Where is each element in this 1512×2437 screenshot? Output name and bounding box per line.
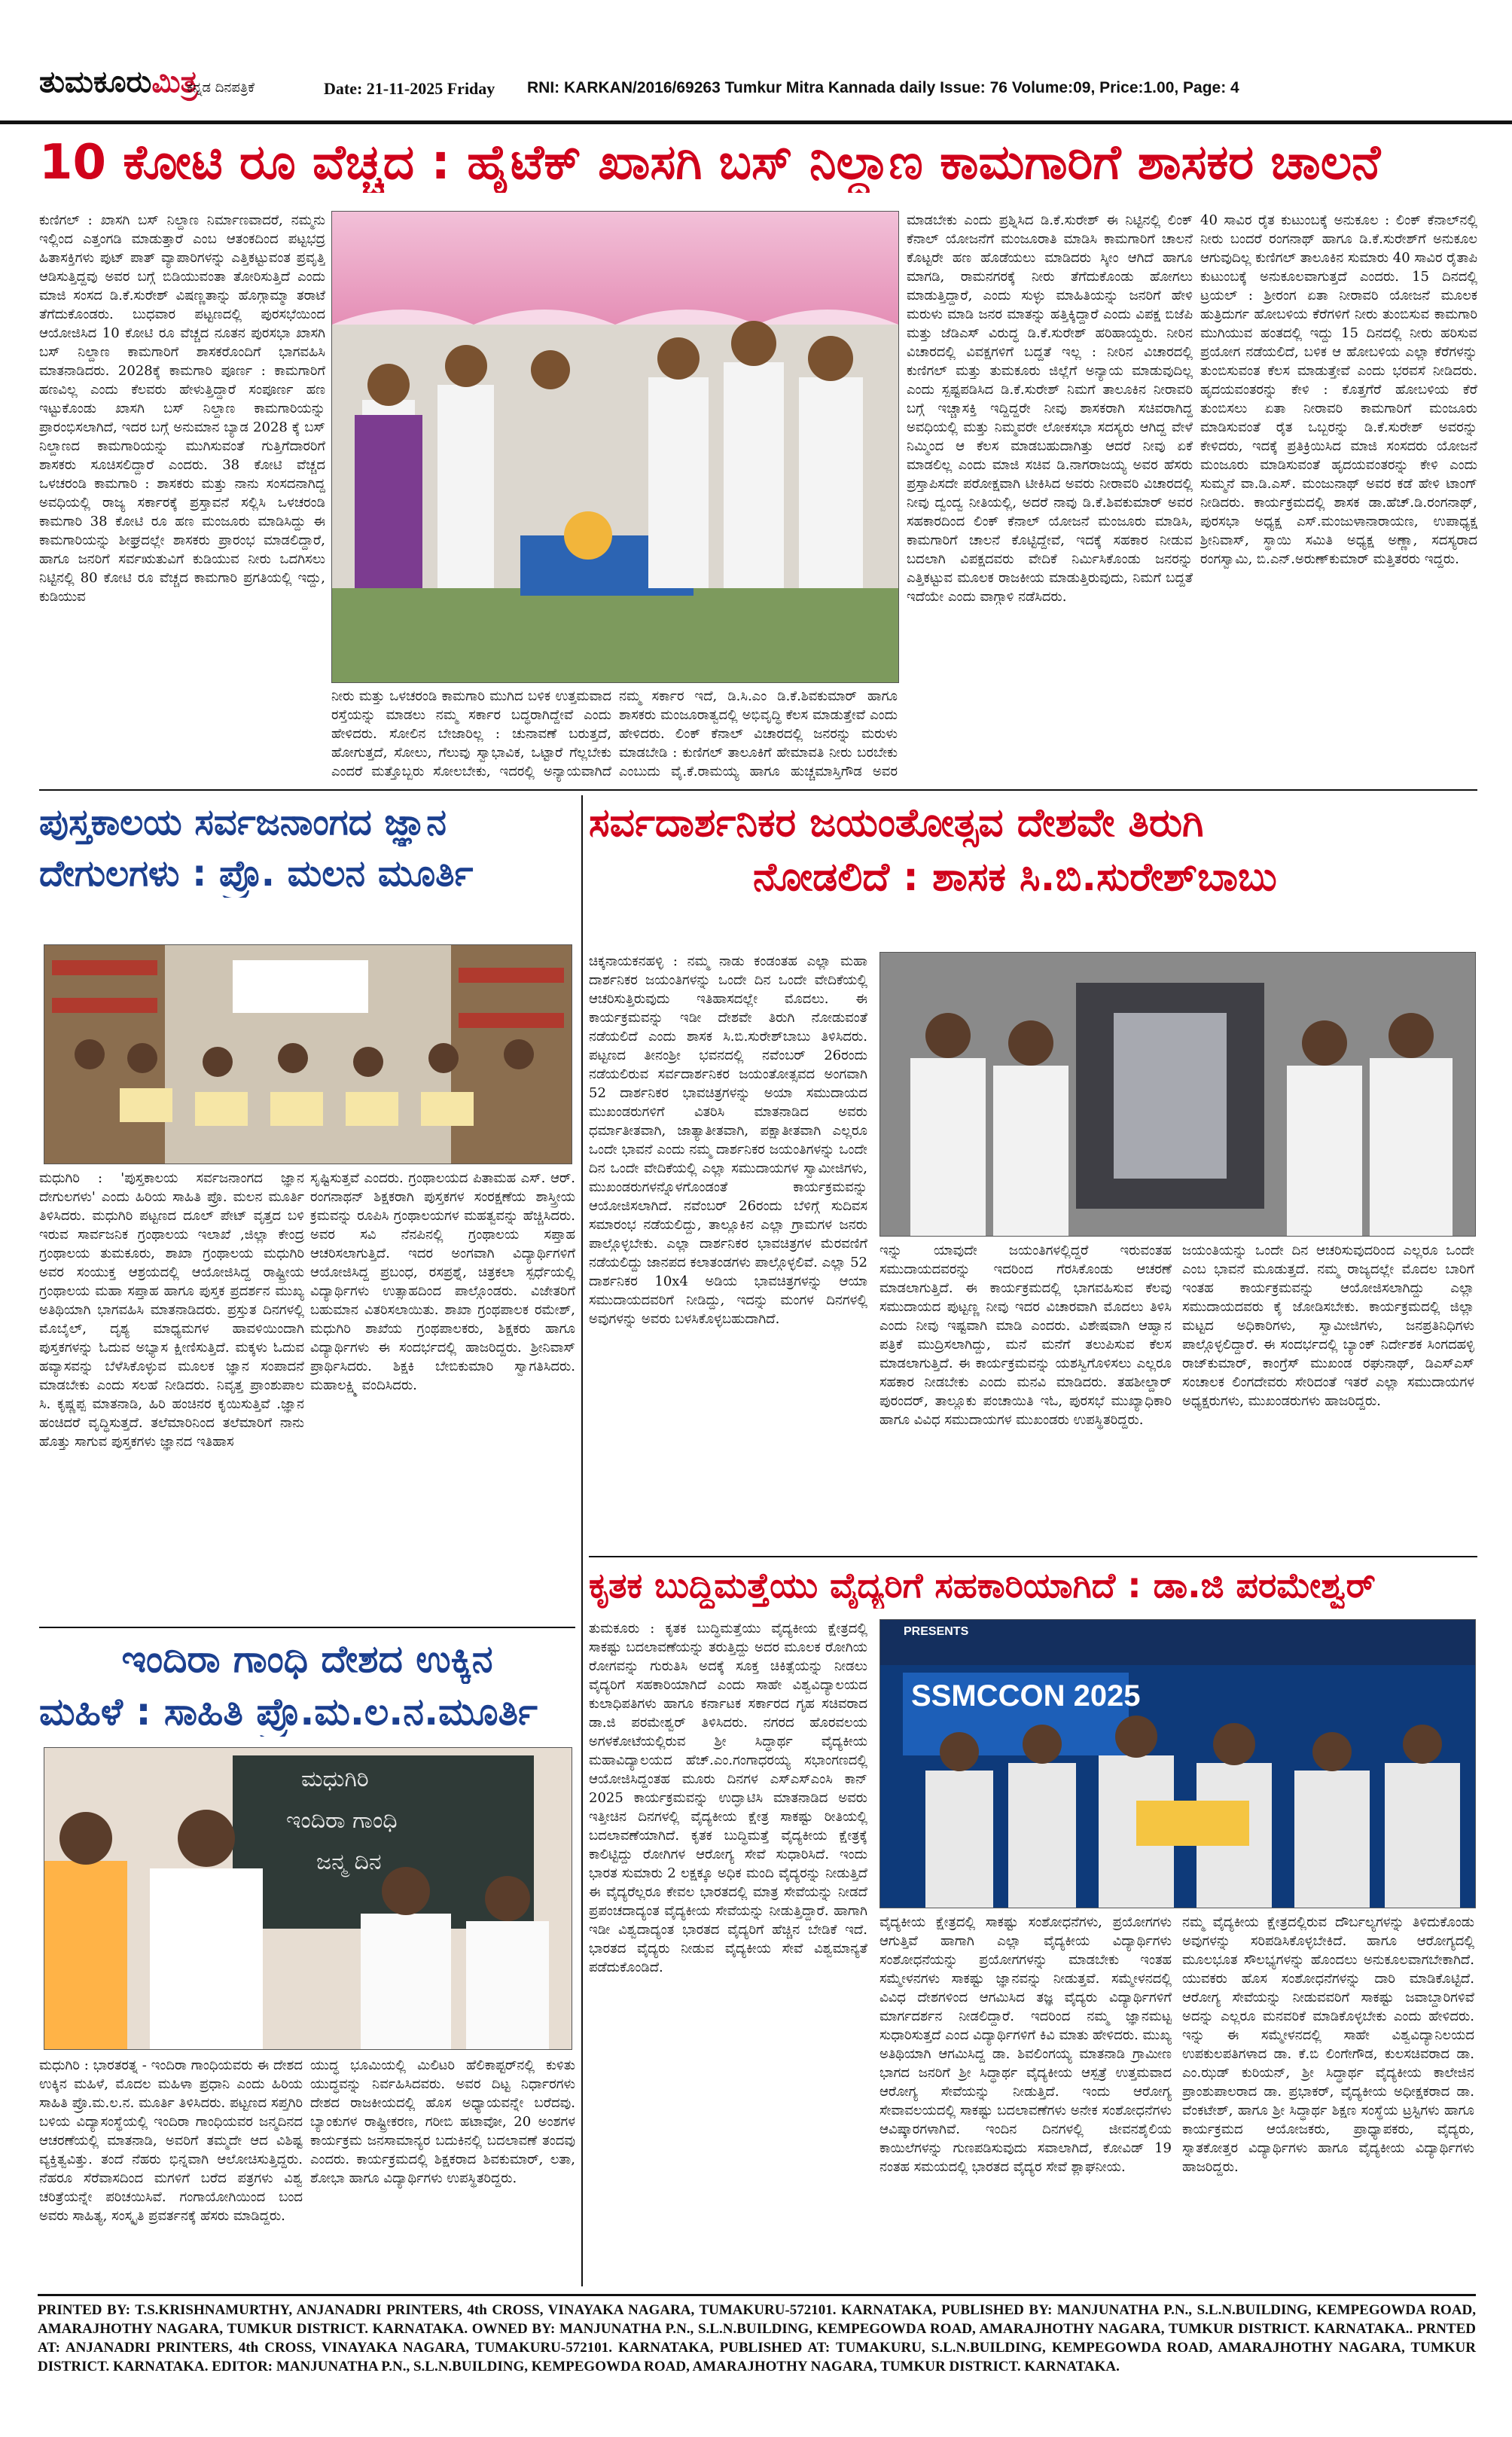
issue-info: RNI: KARKAN/2016/69263 Tumkur Mitra Kannada daily Issue: 76 Volume:09, Price:1.00, Page: 4 xyxy=(527,79,1239,96)
story4-column-top: ಚಿಕ್ಕನಾಯಕನಹಳ್ಳಿ : ನಮ್ಮ ನಾಡು ಕಂಡಂತಹ ಎಲ್ಲಾ ಮಹಾ ದಾರ್ಶನಿಕರ ಜಯಂತಿಗಳನ್ನು ಒಂದೇ ದಿನ ಒಂದೇ ವೇದಿಕೆಯಲ್ಲಿ ಆಚರಿಸುತ್ತಿರುವುದು ಇತಿಹಾಸದಲ್ಲೇ ಮೊದಲು. ಈ ಕಾರ್ಯಕ್ರಮವನ್ನು ಇಡೀ ದೇಶವೇ ತಿರುಗಿ ನೋಡುವಂತೆ ನಡೆಯಲಿದೆ ಎಂದು ಶಾಸಕ ಸಿ.ಬಿ.ಸುರೇಶ್‌ಬಾಬು ತಿಳಿಸಿದರು. ಪಟ್ಟಣದ ತೀನಂಶ್ರೀ ಭವನದಲ್ಲಿ ನವೆಂಬರ್ 26ರಂದು ನಡೆಯಲಿರುವ ಸರ್ವದಾರ್ಶನಿಕರ ಜಯಂತೋತ್ಸವದ ಅಂಗವಾಗಿ 52 ದಾರ್ಶನಿಕರ ಭಾವಚಿತ್ರಗಳನ್ನು ಅಯಾ ಸಮುದಾಯದ ಮುಖಂಡರುಗಳಿಗೆ ವಿತರಿಸಿ ಮಾತನಾಡಿದ ಅವರು ಧರ್ಮಾತೀತವಾಗಿ, ಜಾತ್ಯಾತೀತವಾಗಿ, ಪಕ್ಷಾತೀತವಾಗಿ ಎಲ್ಲರೂ ಒಂದೇ ಭಾವನೆ ಎಂದು ನಮ್ಮ ದಾರ್ಶನಿಕರ ಜಯಂತಿಗಳನ್ನು ಒಂದೇ ದಿನ ಒಂದೇ ವೇದಿಕೆಯಲ್ಲಿ ಎಲ್ಲಾ ಸಮುದಾಯಗಳ ಸ್ವಾಮೀಜಿಗಳು, ಮುಖಂಡರುಗಳನ್ನೊಳಗೊಂಡಂತೆ ಕಾರ್ಯಕ್ರಮವನ್ನು ಆಯೋಜಿಸಲಾಗಿದೆ. ನವೆಂಬರ್ 26ರಂದು ಬೆಳಿಗ್ಗೆ ಸುದಿವಸ ಸಮಾರಂಭ ನಡೆಯಲಿದ್ದು, ತಾಲ್ಲೂಕಿನ ಎಲ್ಲಾ ಗ್ರಾಮಗಳ ಜನರು ಪಾಲ್ಗೊಳ್ಳಬೇಕು. ಎಲ್ಲಾ ದಾರ್ಶನಿಕರ ಭಾವಚಿತ್ರಗಳ ಮೆರವಣಿಗೆ ನಡೆಯಲಿದ್ದು ಜಾನಪದ ಕಲಾತಂಡಗಳು ಪಾಲ್ಗೊಳ್ಳಲಿವೆ. ಎಲ್ಲಾ 52 ದಾರ್ಶನಿಕರ 10x4 ಅಡಿಯ ಭಾವಚಿತ್ರಗಳನ್ನು ಆಯಾ ಸಮುದಾಯದವರಿಗೆ ನೀಡಿದ್ದು, ಇದನ್ನು ಮಂಗಳ ದಿನಗಳಲ್ಲಿ ಅವುಗಳನ್ನು ಅವರು ಬಳಸಿಕೊಳ್ಳಬಹುದಾಗಿದೆ. xyxy=(589,953,867,1327)
blackboard-text-1: ಮಧುಗಿರಿ xyxy=(301,1766,369,1792)
column-divider xyxy=(581,795,583,2286)
story1-column-3: ನಮ್ಮ ಸರ್ಕಾರ ಇದೆ, ಡಿ.ಸಿ.ಎಂ ಡಿ.ಕೆ.ಶಿವಕುಮಾರ್ ಹಾಗೂ ಶಾಸಕರು ಮಂಜೂರಾತ್ವದಲ್ಲಿ ಅಭಿವೃದ್ಧಿ ಕೆಲಸ ಮಾಡುತ್ತೇವೆ ಎಂದು ಹೇಳಿದರು. ಲಿಂಕ್ ಕೆನಾಲ್ ವಿಚಾರದಲ್ಲಿ ಜನರನ್ನು ಮರುಳು ಮಾಡಬೇಡಿ : ಕುಣಿಗಲ್ ತಾಲೂಕಿಗೆ ಹೇಮಾವತಿ ನೀರು ಬರಬೇಕು ಎಂಬುದು ವೈ.ಕೆ.ರಾಮಯ್ಯ ಹಾಗೂ ಹುಚ್ಚಮಾಸ್ತಿಗೌಡ ಅವರ xyxy=(619,688,898,779)
masthead xyxy=(0,0,1512,124)
divider xyxy=(39,1627,575,1628)
story2-column-2: ಸೃಷ್ಟಿಸುತ್ತವೆ ಎಂದರು. ಗ್ರಂಥಾಲಯದ ಪಿತಾಮಹ ಎಸ್. ಆರ್. ರಂಗನಾಥನ್ ಶಿಕ್ಷಕರಾಗಿ ಪುಸ್ತಕಗಳ ಸಂರಕ್ಷಣೆಯ ಶಾಸ್ತ್ರೀಯ ಕ್ರಮವನ್ನು ರೂಪಿಸಿ ಗ್ರಂಥಾಲಯಗಳ ಮಹತ್ವವನ್ನು ಹೆಚ್ಚಿಸಿದರು. ಅವರ ಸವಿ ನೆನಪಿನಲ್ಲಿ ಗ್ರಂಥಾಲಯ ಸಪ್ತಾಹ ಆಚರಿಸಲಾಗುತ್ತಿದೆ. ಇದರ ಅಂಗವಾಗಿ ವಿದ್ಯಾರ್ಥಿಗಳಿಗೆ ಆಯೋಜಿಸಿದ್ದ ಪ್ರಬಂಧ, ರಸಪ್ರಶ್ನೆ, ಚಿತ್ರಕಲಾ ಸ್ಪರ್ಧೆಯಲ್ಲಿ ವಿದ್ಯಾರ್ಥಿಗಳು ಉತ್ಸಾಹದಿಂದ ಪಾಲ್ಗೊಂಡರು. ವಿಜೇತರಿಗೆ ಬಹುಮಾನ ವಿತರಿಸಲಾಯಿತು. ಶಾಖಾ ಗ್ರಂಥಪಾಲಕ ರಮೇಶ್, ಮಧುಗಿರಿ ಶಾಖೆಯ ಗ್ರಂಥಪಾಲಕರು, ಶಿಕ್ಷಕರು ಹಾಗೂ ವಿದ್ಯಾರ್ಥಿಗಳು ಈ ಸಂದರ್ಭದಲ್ಲಿ ಹಾಜರಿದ್ದರು. ಶ್ರೀನಿವಾಸ್ ಪ್ರಾರ್ಥಿಸಿದರು. ಶಿಕ್ಷಕಿ ಬೇಬಿಕುಮಾರಿ ಸ್ವಾಗತಿಸಿದರು. ಮಹಾಲಕ್ಷ್ಮಿ ವಂದಿಸಿದರು. xyxy=(310,1170,575,1393)
story3-photo xyxy=(44,1747,572,2050)
portrait-distribution-photo-image xyxy=(880,953,1475,1236)
banner-presents: PRESENTS xyxy=(904,1625,969,1638)
story3-headline-line1: ಇಂದಿರಾ ಗಾಂಧಿ ದೇಶದ ಉಕ್ಕಿನ xyxy=(121,1637,493,1681)
story1-photo xyxy=(331,211,899,683)
story4-column-a: ಇನ್ನು ಯಾವುದೇ ಜಯಂತಿಗಳಲ್ಲಿದ್ದರೆ ಇರುವಂತಹ ಸಮುದಾಯದವರನ್ನು ಇದರಿಂದ ಗೆರಸಿಕೊಂಡು ಆಚರಣೆ ಮಾಡಲಾಗುತ್ತಿದೆ. ಈ ಕಾರ್ಯಕ್ರಮದಲ್ಲಿ ಭಾಗವಹಿಸುವ ಕೆಲವು ಸಮುದಾಯದ ಪುಟ್ಟಣ್ಣ ನೀವು ಇದರ ವಿಚಾರವಾಗಿ ಮೊದಲು ತಿಳಿಸಿ ಎಂದು ನೀವು ಇಷ್ಟವಾಗಿ ಮಾಡಿ ಎಂದರು. ವಿಶೇಷವಾಗಿ ಆಹ್ವಾನ ಪತ್ರಿಕೆ ಮುದ್ರಿಸಲಾಗಿದ್ದು, ಮನೆ ಮನೆಗೆ ತಲುಪಿಸುವ ಕೆಲಸ ಮಾಡಲಾಗುತ್ತಿದೆ. ಈ ಕಾರ್ಯಕ್ರಮವನ್ನು ಯಶಸ್ವಿಗೊಳಿಸಲು ಎಲ್ಲರೂ ಸಹಕಾರ ನೀಡಬೇಕು ಎಂದು ಮನವಿ ಮಾಡಿದರು. ತಹಶೀಲ್ದಾರ್ ಪುರಂದರ್, ತಾಲ್ಲೂಕು ಪಂಚಾಯಿತಿ ಇಓ, ಪುರಸಭೆ ಮುಖ್ಯಾಧಿಕಾರಿ ಹಾಗೂ ವಿವಿಧ ಸಮುದಾಯಗಳ ಮುಖಂಡರು ಉಪಸ್ಥಿತರಿದ್ದರು. xyxy=(879,1243,1172,1428)
story2-photo xyxy=(44,944,572,1164)
story1-column-2: ನೀರು ಮತ್ತು ಒಳಚರಂಡಿ ಕಾಮಗಾರಿ ಮುಗಿದ ಬಳಿಕ ಉತ್ತಮವಾದ ರಸ್ತೆಯನ್ನು ಮಾಡಲು ನಮ್ಮ ಸರ್ಕಾರ ಬದ್ಧರಾಗಿದ್ದೇವೆ ಎಂದು ಹೇಳಿದರು. ಸೋಲಿನ ಬೇಜಾರಿಲ್ಲ : ಚುನಾವಣೆ ಬರುತ್ತದೆ, ಹೋಗುತ್ತದೆ, ಸೋಲು, ಗೆಲುವು ಸ್ವಾಭಾವಿಕ, ಒಟ್ಟಾರೆ ಗೆಲ್ಲಬೇಕು ಎಂದರೆ ಮತ್ತೊಬ್ಬರು ಸೋಲಬೇಕು, ಇದರಲ್ಲಿ ಅನ್ಯಾಯವಾಗಿದೆ xyxy=(331,688,611,779)
divider xyxy=(39,789,1477,791)
story3-headline-line2: ಮಹಿಳೆ : ಸಾಹಿತಿ ಪ್ರೊ.ಮ.ಲ.ನ.ಮೂರ್ತಿ xyxy=(39,1690,538,1734)
story4-headline-line2: ನೋಡಲಿದೆ : ಶಾಸಕ ಸಿ.ಬಿ.ಸುರೇಶ್‌ಬಾಬು xyxy=(753,855,1277,900)
story5-column-b: ನಮ್ಮ ವೈದ್ಯಕೀಯ ಕ್ಷೇತ್ರದಲ್ಲಿರುವ ದೌರ್ಬಲ್ಯಗಳನ್ನು ತಿಳಿದುಕೊಂಡು ಅವುಗಳನ್ನು ಸರಿಪಡಿಸಿಕೊಳ್ಳಬೇಕಿದೆ. ಹಾಗೂ ಆರೋಗ್ಯದಲ್ಲಿ ಮೂಲಭೂತ ಸೌಲಭ್ಯಗಳನ್ನು ಹೊಂದಲು ಅನುಕೂಲವಾಗಬೇಕಾಗಿದೆ. ಯುವಕರು ಹೊಸ ಸಂಶೋಧನೆಗಳನ್ನು ದಾರಿ ಮಾಡಿಕೊಟ್ಟಿದೆ. ಆರೋಗ್ಯ ಸೇವೆಯನ್ನು ನೀಡುವವರಿಗೆ ಸಾಕಷ್ಟು ಜವಾಬ್ದಾರಿಗಳಿವೆ ಅದನ್ನು ಎಲ್ಲರೂ ಮನವರಿಕೆ ಮಾಡಿಕೊಳ್ಳಬೇಕು ಎಂದು ಹೇಳಿದರು. ಇನ್ನು ಈ ಸಮ್ಮೇಳನದಲ್ಲಿ ಸಾಹೇ ವಿಶ್ವವಿದ್ಯಾನಿಲಯದ ಉಪಕುಲಪತಿಗಳಾದ ಡಾ. ಕೆ.ಬಿ ಲಿಂಗೇಗೌಡ, ಕುಲಸಚಿವರಾದ ಡಾ. ಎಂ.ಝಡ್ ಕುರಿಯನ್, ಶ್ರೀ ಸಿದ್ಧಾರ್ಥ ವೈದ್ಯಕೀಯ ಕಾಲೇಜಿನ ಪ್ರಾಂಶುಪಾಲರಾದ ಡಾ. ಪ್ರಭಾಕರ್, ವೈದ್ಯಕೀಯ ಅಧೀಕ್ಷಕರಾದ ಡಾ. ವೆಂಕಟೇಶ್, ಹಾಗೂ ಶ್ರೀ ಸಿದ್ಧಾರ್ಥ ಶಿಕ್ಷಣ ಸಂಸ್ಥೆಯ ಟ್ರಸ್ಟಿಗಳು ಹಾಗೂ ಕಾರ್ಯಕ್ರಮದ ಆಯೋಜಕರು, ಪ್ರಾಧ್ಯಾಪಕರು, ವೈದ್ಯರು, ಸ್ನಾತಕೋತ್ತರ ವಿದ್ಯಾರ್ಥಿಗಳು ಹಾಗೂ ವೈದ್ಯಕೀಯ ವಿದ್ಯಾರ್ಥಿಗಳು ಹಾಜರಿದ್ದರು. xyxy=(1182,1914,1474,2175)
story4-photo xyxy=(879,952,1476,1237)
blackboard-text-3: ಜನ್ಮ ದಿನ xyxy=(316,1849,382,1875)
logo-subtitle: ಕನ್ನಡ ದಿನಪತ್ರಿಕೆ xyxy=(187,80,255,96)
imprint-footer: PRINTED BY: T.S.KRISHNAMURTHY, ANJANADRI PRINTERS, 4th CROSS, VINAYAKA NAGARA, TUMAKURU-572101. KARNATAKA, PUBLISHED BY: MANJUNATHA P.N., S.L.N.BUILDING, KEMPEGOWDA ROAD, AMARAJHOTHY NAGARA, TUMKUR DISTRICT. KARNATAKA. OWNED BY: MANJUNATHA P.N., S.L.N.BUILDING, KEMPEGOWDA ROAD, AMARAJHOTHY NAGARA, TUMKUR DISTRICT. KARNATAKA.. PRNTED AT: ANJANADRI PRINTERS, 4th CROSS, VINAYAKA NAGARA, TUMAKURU-572101. KARNATAKA, PUBLISHED AT: TUMAKURU, S.L.N.BUILDING, KEMPEGOWDA ROAD, AMARAJHOTHY NAGARA, TUMKUR DISTRICT. KARNATAKA. EDITOR: MANJUNATHA P.N., S.L.N.BUILDING, KEMPEGOWDA ROAD, AMARAJHOTHY NAGARA, TUMKUR DISTRICT. KARNATAKA. xyxy=(38,2294,1476,2376)
conference-photo-image xyxy=(880,1620,1475,1908)
story5-headline: ಕೃತಕ ಬುದ್ಧಿಮತ್ತೆಯು ವೈದ್ಯರಿಗೆ ಸಹಕಾರಿಯಾಗಿದೆ : ಡಾ.ಜಿ ಪರಮೇಶ್ವರ್ xyxy=(589,1565,1376,1606)
story4-headline-line1: ಸರ್ವದಾರ್ಶನಿಕರ ಜಯಂತೋತ್ಸವ ದೇಶವೇ ತಿರುಗಿ xyxy=(589,801,1204,846)
divider xyxy=(589,1556,1477,1557)
story2-headline-line2: ದೇಗುಲಗಳು : ಪ್ರೊ. ಮಲನ ಮೂರ್ತಿ xyxy=(39,852,474,895)
classroom-photo-image xyxy=(44,1748,572,2049)
story1-column-4: ಮಾಡಬೇಕು ಎಂದು ಪ್ರಶ್ನಿಸಿದ ಡಿ.ಕೆ.ಸುರೇಶ್ ಈ ನಿಟ್ಟಿನಲ್ಲಿ ಲಿಂಕ್ ಕೆನಾಲ್ ಯೋಜನೆಗೆ ಮಂಜೂರಾತಿ ಮಾಡಿಸಿ ಕಾಮಗಾರಿಗೆ ಚಾಲನೆ ಕೊಟ್ಟರೇ ಹಣ ಹೊಡೆಯಲು ಮಾಡಿದರು ಸ್ಕೀಂ ಆಗಿದೆ ಹಾಗೂ ಮಾಗಡಿ, ರಾಮನಗರಕ್ಕೆ ನೀರು ತೆಗೆದುಕೊಂಡು ಹೋಗಲು ಮಾಡುತ್ತಿದ್ದಾರೆ, ಎಂದು ಸುಳ್ಳು ಮಾಹಿತಿಯನ್ನು ಜನರಿಗೆ ಹೇಳಿ ಮರುಳು ಮಾಡಿ ಜನರ ಮಾತನ್ನು ಹತ್ತಿಕ್ಕಿದ್ದಾರೆ ಎಂದು ವಿಪಕ್ಷ ಬಿಜೆಪಿ ಮತ್ತು ಜೆಡಿಎಸ್ ವಿರುದ್ಧ ಡಿ.ಕೆ.ಸುರೇಶ್ ಹರಿಹಾಯ್ದರು. ನೀರಿನ ವಿಚಾರದಲ್ಲಿ ವಿವಕ್ಷಗಳಿಗೆ ಬದ್ದತೆ ಇಲ್ಲ : ನೀರಿನ ವಿಚಾರದಲ್ಲಿ ಕುಣಿಗಲ್ ಮತ್ತು ತುಮಕೂರು ಜಿಲ್ಲೆಗೆ ಅನ್ಯಾಯ ಮಾಡುವುದಿಲ್ಲ ಎಂದು ಸ್ಪಷ್ಟಪಡಿಸಿದ ಡಿ.ಕೆ.ಸುರೇಶ್ ನಿಮಗೆ ತಾಲೂಕಿನ ನೀರಾವರಿ ಬಗ್ಗೆ ಇಚ್ಚಾಸಕ್ತಿ ಇದ್ದಿದ್ದರೇ ನೀವು ಶಾಸಕರಾಗಿ ಸಚಿವರಾಗಿದ್ದ ಅವಧಿಯಲ್ಲಿ ಮತ್ತು ನಿಮ್ಮವರೇ ಲೋಕಸಭಾ ಸದಸ್ಯರು ಆಗಿದ್ದ ವೇಳೆ ನಿಮ್ಮಿಂದ ಆ ಕೆಲಸ ಮಾಡಬಹುದಾಗಿತ್ತು ಆದರೆ ನೀವು ಏಕೆ ಮಾಡಲಿಲ್ಲ ಎಂದು ಮಾಜಿ ಸಚಿವ ಡಿ.ನಾಗರಾಜಯ್ಯ ಅವರ ಹೆಸರು ಪ್ರಸ್ತಾಪಿಸದೇ ಪರೋಕ್ಷವಾಗಿ ಟೀಕಿಸಿದ ಅವರು ನೀರಾವರಿ ವಿಚಾರದಲ್ಲಿ ನೀವು ದ್ವಂದ್ವ ನೀತಿಯಲ್ಲಿ, ಅದರೆ ನಾವು ಡಿ.ಕೆ.ಶಿವಕುಮಾರ್ ಅವರ ಸಹಕಾರದಿಂದ ಲಿಂಕ್ ಕೆನಾಲ್ ಯೋಜನೆ ಮಂಜೂರು ಮಾಡಿಸಿ, ಕಾಮಗಾರಿಗೆ ಚಾಲನೆ ಕೊಟ್ಟಿದ್ದೇವೆ, ಇದಕ್ಕೆ ಸಹಕಾರ ನೀಡುವ ಬದಲಾಗಿ ವಿಪಕ್ಷದವರು ವೇದಿಕೆ ನಿರ್ಮಿಸಿಕೊಂಡು ಜನರನ್ನು ಎತ್ತಿಕಟ್ಟುವ ಮೂಲಕ ರಾಜಕೀಯ ಮಾಡುತ್ತಿರುವುದು, ನಿಮಗೆ ಬದ್ದತೆ ಇದೆಯೇ ಎಂದು ವಾಗ್ಗಾಳಿ ನಡೆಸಿದರು. xyxy=(907,212,1193,605)
issue-date: Date: 21-11-2025 Friday xyxy=(324,79,495,98)
story1-headline: 10 ಕೋಟಿ ರೂ ವೆಚ್ಚದ : ಹೈಟೆಕ್ ಖಾಸಗಿ ಬಸ್ ನಿಲ್ದಾಣ ಕಾಮಗಾರಿಗೆ ಶಾಸಕರ ಚಾಲನೆ xyxy=(39,135,1381,191)
story5-column-top: ತುಮಕೂರು : ಕೃತಕ ಬುದ್ಧಿಮತ್ತೆಯು ವೈದ್ಯಕೀಯ ಕ್ಷೇತ್ರದಲ್ಲಿ ಸಾಕಷ್ಟು ಬದಲಾವಣೆಯನ್ನು ತರುತ್ತಿದ್ದು ಅದರ ಮೂಲಕ ರೋಗಿಯ ರೋಗವನ್ನು ಗುರುತಿಸಿ ಅದಕ್ಕೆ ಸೂಕ್ತ ಚಿಕಿತ್ಸೆಯನ್ನು ನೀಡಲು ವೈದ್ಯರಿಗೆ ಸಹಕಾರಿಯಾಗಿದೆ ಎಂದು ಸಾಹೇ ವಿಶ್ವವಿದ್ಯಾಲಯದ ಕುಲಾಧಿಪತಿಗಳು ಹಾಗೂ ಕರ್ನಾಟಕ ಸರ್ಕಾರದ ಗೃಹ ಸಚಿವರಾದ ಡಾ.ಜಿ ಪರಮೇಶ್ವರ್ ತಿಳಿಸಿದರು. ನಗರದ ಹೊರವಲಯ ಅಗಳಕೋಟೆಯಲ್ಲಿರುವ ಶ್ರೀ ಸಿದ್ಧಾರ್ಥ ವೈದ್ಯಕೀಯ ಮಹಾವಿದ್ಯಾಲಯದ ಹೆಚ್.ಎಂ.ಗಂಗಾಧರಯ್ಯ ಸಭಾಂಗಣದಲ್ಲಿ ಆಯೋಜಿಸಿದ್ದಂತಹ ಮೂರು ದಿನಗಳ ಎಸ್ಎಸ್ಎಂಸಿ ಕಾನ್ 2025 ಕಾರ್ಯಕ್ರಮವನ್ನು ಉದ್ಘಾಟಿಸಿ ಮಾತನಾಡಿದ ಅವರು ಇತ್ತೀಚಿನ ದಿನಗಳಲ್ಲಿ ವೈದ್ಯಕೀಯ ಕ್ಷೇತ್ರ ಸಾಕಷ್ಟು ರೀತಿಯಲ್ಲಿ ಬದಲಾವಣೆಯಾಗಿದೆ. ಕೃತಕ ಬುದ್ಧಿಮತ್ತೆ ವೈದ್ಯಕೀಯ ಕ್ಷೇತ್ರಕ್ಕೆ ಕಾಲಿಟ್ಟಿದ್ದು ರೋಗಿಗಳ ಆರೋಗ್ಯ ಸೇವೆ ಸುಧಾರಿಸಿದೆ. ಇಂದು ಭಾರತ ಸುಮಾರು 2 ಲಕ್ಷಕ್ಕೂ ಅಧಿಕ ಮಂದಿ ವೈದ್ಯರನ್ನು ನೀಡುತ್ತಿದೆ ಈ ವೈದ್ಯರೆಲ್ಲರೂ ಕೇವಲ ಭಾರತದಲ್ಲಿ ಮಾತ್ರ ಸೇವೆಯನ್ನು ನೀಡದೆ ಪ್ರಪಂಚದಾದ್ಯಂತ ವೈದ್ಯಕೀಯ ಸೇವೆಯನ್ನು ನೀಡುತ್ತಿದ್ದಾರೆ. ಹಾಗಾಗಿ ಇಡೀ ವಿಶ್ವದಾದ್ಯಂತ ಭಾರತದ ವೈದ್ಯರಿಗೆ ಹೆಚ್ಚಿನ ಬೇಡಿಕೆ ಇದೆ. ಭಾರತದ ವೈದ್ಯರು ನೀಡುವ ವೈದ್ಯಕೀಯ ಸೇವೆ ವಿಶ್ವಮಾನ್ಯತೆ ಪಡೆದುಕೊಂಡಿದೆ. xyxy=(589,1621,867,1975)
story3-column-1: ಮಧುಗಿರಿ : ಭಾರತರತ್ನ - ಇಂದಿರಾ ಗಾಂಧಿಯವರು ಈ ದೇಶದ ಉಕ್ಕಿನ ಮಹಿಳೆ, ಮೊದಲ ಮಹಿಳಾ ಪ್ರಧಾನಿ ಎಂದು ಹಿರಿಯ ಸಾಹಿತಿ ಪ್ರೊ.ಮ.ಲ.ನ. ಮೂರ್ತಿ ತಿಳಿಸಿದರು. ಪಟ್ಟಣದ ಸಪ್ತಗಿರಿ ಬಳಿಯ ವಿದ್ಯಾಸಂಸ್ಥೆಯಲ್ಲಿ ಇಂದಿರಾ ಗಾಂಧಿಯವರ ಜನ್ಮದಿನದ ಆಚರಣೆಯಲ್ಲಿ ಮಾತನಾಡಿ, ಅವರಿಗೆ ತಮ್ಮದೇ ಆದ ವಿಶಿಷ್ಟ ವ್ಯಕ್ತಿತ್ವವಿತ್ತು. ತಂದೆ ನೆಹರು ಭಿನ್ನವಾಗಿ ಆಲೋಚಿಸುತ್ತಿದ್ದರು. ನೆಹರೂ ಸೆರೆವಾಸದಿಂದ ಮಗಳಿಗೆ ಬರೆದ ಪತ್ರಗಳು ವಿಶ್ವ ಚರಿತ್ರೆಯನ್ನೇ ಪರಿಚಯಿಸಿವೆ. ಗಂಗಾಯೋಗಿಯಿಂದ ಬಂದ ಅವರು ಸಾಹಿತ್ಯ, ಸಂಸ್ಕೃತಿ ಪ್ರವರ್ತನಕ್ಕೆ ಹೆಸರು ಮಾಡಿದ್ದರು. xyxy=(39,2057,303,2224)
story2-headline-line1: ಪುಸ್ತಕಾಲಯ ಸರ್ವಜನಾಂಗದ ಜ್ಞಾನ xyxy=(39,801,447,843)
blackboard-text-2: ಇಂದಿರಾ ಗಾಂಧಿ xyxy=(286,1807,398,1834)
banner-title: SSMCCON 2025 xyxy=(911,1679,1141,1713)
story2-column-1: ಮಧುಗಿರಿ : 'ಪುಸ್ತಕಾಲಯ ಸರ್ವಜನಾಂಗದ ಜ್ಞಾನ ದೇಗುಲಗಳು' ಎಂದು ಹಿರಿಯ ಸಾಹಿತಿ ಪ್ರೊ. ಮಲನ ಮೂರ್ತಿ ತಿಳಿಸಿದರು. ಮಧುಗಿರಿ ಪಟ್ಟಣದ ದೂಲ್ ಪೇಟ್ ವೃತ್ತದ ಬಳಿ ಇರುವ ಸಾರ್ವಜನಿಕ ಗ್ರಂಥಾಲಯ ಇಲಾಖೆ ,ಜಿಲ್ಲಾ ಕೇಂದ್ರ ಗ್ರಂಥಾಲಯ ತುಮಕೂರು, ಶಾಖಾ ಗ್ರಂಥಾಲಯ ಮಧುಗಿರಿ ಅವರ ಸಂಯುಕ್ತ ಆಶ್ರಯದಲ್ಲಿ ಆಯೋಜಿಸಿದ್ದ ರಾಷ್ಟ್ರೀಯ ಗ್ರಂಥಾಲಯ ಮಹಾ ಸಪ್ತಾಹ ಹಾಗೂ ಪುಸ್ತಕ ಪ್ರದರ್ಶನ ಮುಖ್ಯ ಅತಿಥಿಯಾಗಿ ಭಾಗವಹಿಸಿ ಮಾತನಾಡಿದರು. ಪ್ರಸ್ತುತ ದಿನಗಳಲ್ಲಿ ಮೊಬೈಲ್, ದೃಶ್ಯ ಮಾಧ್ಯಮಗಳ ಹಾವಳಿಯಿಂದಾಗಿ ಪುಸ್ತಕಗಳನ್ನು ಓದುವ ಅಭ್ಯಾಸ ಕ್ಷೀಣಿಸುತ್ತಿದೆ. ಮಕ್ಕಳು ಓದುವ ಹವ್ಯಾಸವನ್ನು ಬೆಳೆಸಿಕೊಳ್ಳುವ ಮೂಲಕ ಜ್ಞಾನ ಸಂಪಾದನೆ ಮಾಡಬೇಕು ಎಂದು ಸಲಹೆ ನೀಡಿದರು. ನಿವೃತ್ತ ಪ್ರಾಂಶುಪಾಲ ಸಿ. ಕೃಷ್ಣಪ್ಪ ಮಾತನಾಡಿ, ಹಿರಿ ಹಂಚಿನರ ಕೃಯಿಸುತ್ತಿವೆ .ಜ್ಞಾನ ಹಂಚಿದರೆ ವೃದ್ಧಿಸುತ್ತದೆ. ತಲೆಮಾರಿನಿಂದ ತಲೆಮಾರಿಗೆ ನಾನು ಹೊತ್ತು ಸಾಗುವ ಪುಸ್ತಕಗಳು ಜ್ಞಾನದ ಇತಿಹಾಸ xyxy=(39,1170,304,1450)
story5-photo xyxy=(879,1619,1476,1908)
newspaper-logo: ತುಮಕೂರುಮಿತ್ರ xyxy=(39,65,198,99)
story1-column-1: ಕುಣಿಗಲ್ : ಖಾಸಗಿ ಬಸ್ ನಿಲ್ದಾಣ ನಿರ್ಮಾಣವಾದರೆ, ನಮ್ಮನು ಇಲ್ಲಿಂದ ಎತ್ತಂಗಡಿ ಮಾಡುತ್ತಾರೆ ಎಂಬ ಆತಂಕದಿಂದ ಪಟ್ಟಭದ್ರ ಹಿತಾಸಕ್ತಿಗಳು ಪುಟ್ ಪಾತ್ ವ್ಯಾಪಾರಿಗಳನ್ನು ಎತ್ತಿಕಟ್ಟುವಂತ ಪ್ರವೃತ್ತಿ ಆಡಿಸುತ್ತಿದ್ದವು ಅವರ ಬಗ್ಗೆ ಬಿಡಿಯುವಂತಾ ತೋರಿಸುತ್ತಿದೆ ಎಂದು ಮಾಜಿ ಸಂಸದ ಡಿ.ಕೆ.ಸುರೇಶ್ ವಿಷಣ್ಣತಾನ್ನು ಹೊಗ್ಗಾಮ್ಮಾ ತರಾಟೆ ತೆಗೆದುಕೊಂಡರು. ಬುಧವಾರ ಪಟ್ಟಣದಲ್ಲಿ ಪುರಸಭೆಯಿಂದ ಆಯೋಜಿಸಿದ 10 ಕೋಟಿ ರೂ ವೆಚ್ಚದ ನೂತನ ಪುರಸಭಾ ಖಾಸಗಿ ಬಸ್ ನಿಲ್ದಾಣ ಕಾಮಗಾರಿಗೆ ಶಾಸಕರೊಂದಿಗೆ ಭಾಗವಹಿಸಿ ಮಾತನಾಡಿದರು. 2028ಕ್ಕೆ ಕಾಮಗಾರಿ ಪೂರ್ಣ : ಕಾಮಗಾರಿಗೆ ಹಣವಿಲ್ಲ ಎಂದು ಕೆಲವರು ಹೇಳುತ್ತಿದ್ದಾರೆ ಸಂಪೂರ್ಣ ಹಣ ಇಟ್ಟುಕೊಂಡು ಖಾಸಗಿ ಬಸ್ ನಿಲ್ದಾಣ ಕಾಮಗಾರಿಯನ್ನು ಪ್ರಾರಂಭಿಸಲಾಗಿದೆ, ಇದರ ಬಗ್ಗೆ ಅನುಮಾನ ಬ್ಯಾಡ 2028 ಕ್ಕೆ ಬಸ್ ನಿಲ್ದಾಣದ ಕಾಮಗಾರಿಯನ್ನು ಮುಗಿಸುವಂತೆ ಗುತ್ತಿಗೆದಾರರಿಗೆ ಶಾಸಕರು ಸೂಚಿಸಲಿದ್ದಾರೆ ಎಂದರು. 38 ಕೋಟಿ ವೆಚ್ಚದ ಒಳಚರಂಡಿ ಕಾಮಗಾರಿ : ಶಾಸಕರು ಮತ್ತು ನಾನು ಸಂಸದನಾಗಿದ್ದ ಅವಧಿಯಲ್ಲಿ ರಾಜ್ಯ ಸರ್ಕಾರಕ್ಕೆ ಪ್ರಸ್ತಾವನೆ ಸಲ್ಲಿಸಿ ಒಳಚರಂಡಿ ಕಾಮಗಾರಿ 38 ಕೋಟಿ ರೂ ಹಣ ಮಂಜೂರು ಮಾಡಿಸಿದ್ದು ಈ ಕಾಮಗಾರಿಯನ್ನು ಶೀಘ್ರದಲ್ಲೇ ಶಾಸಕರು ಪ್ರಾರಂಭ ಮಾಡಲಿದ್ದಾರೆ, ಹಾಗೂ ಜನರಿಗೆ ಸರ್ವಋತುವಿಗೆ ಕುಡಿಯುವ ನೀರು ಒದಗಿಸಲು ನಿಟ್ಟಿನಲ್ಲಿ 80 ಕೋಟಿ ರೂ ವೆಚ್ಚದ ಕಾಮಗಾರಿ ಪ್ರಗತಿಯಲ್ಲಿ ಇದ್ದು, ಕುಡಿಯುವ xyxy=(39,212,325,605)
inauguration-photo-image xyxy=(332,212,898,682)
library-students-photo-image xyxy=(44,945,572,1164)
story3-column-2: ಯುದ್ಧ ಭೂಮಿಯಲ್ಲಿ ಮಿಲಿಟರಿ ಹೆಲಿಕಾಪ್ಟರ್‌ನಲ್ಲಿ ಕುಳಿತು ಯುದ್ಧವನ್ನು ನಿರ್ವಹಿಸಿದವರು. ಅವರ ದಿಟ್ಟ ನಿರ್ಧಾರಗಳು ದೇಶದ ರಾಜಕೀಯದಲ್ಲಿ ಹೊಸ ಅಧ್ಯಾಯವನ್ನೇ ಬರೆದವು. ಬ್ಯಾಂಕುಗಳ ರಾಷ್ಟ್ರೀಕರಣ, ಗರೀಬಿ ಹಟಾವೋ, 20 ಅಂಶಗಳ ಕಾರ್ಯಕ್ರಮ ಜನಸಾಮಾನ್ಯರ ಬದುಕಿನಲ್ಲಿ ಬದಲಾವಣೆ ತಂದವು ಎಂದರು. ಕಾರ್ಯಕ್ರಮದಲ್ಲಿ ಶಿಕ್ಷಕರಾದ ಶಿವಕುಮಾರ್, ಲತಾ, ಶೋಭಾ ಹಾಗೂ ವಿದ್ಯಾರ್ಥಿಗಳು ಉಪಸ್ಥಿತರಿದ್ದರು. xyxy=(310,2057,575,2186)
story4-column-b: ಜಯಂತಿಯನ್ನು ಒಂದೇ ದಿನ ಆಚರಿಸುವುದರಿಂದ ಎಲ್ಲರೂ ಒಂದೇ ಎಂಬ ಭಾವನೆ ಮೂಡುತ್ತದೆ. ನಮ್ಮ ರಾಜ್ಯದಲ್ಲೇ ಮೊದಲ ಬಾರಿಗೆ ಇಂತಹ ಕಾರ್ಯಕ್ರಮವನ್ನು ಆಯೋಜಿಸಲಾಗಿದ್ದು ಎಲ್ಲಾ ಸಮುದಾಯದವರು ಕೈ ಜೋಡಿಸಬೇಕು. ಕಾರ್ಯಕ್ರಮದಲ್ಲಿ ಜಿಲ್ಲಾ ಮಟ್ಟದ ಅಧಿಕಾರಿಗಳು, ಸ್ವಾಮೀಜಿಗಳು, ಜನಪ್ರತಿನಿಧಿಗಳು ಪಾಲ್ಗೊಳ್ಳಲಿದ್ದಾರೆ. ಈ ಸಂದರ್ಭದಲ್ಲಿ ಬ್ಯಾಂಕ್ ನಿರ್ದೇಶಕ ಸಿಂಗದಹಳ್ಳಿ ರಾಜ್‌ಕುಮಾರ್, ಕಾಂಗ್ರೆಸ್ ಮುಖಂಡ ರಘುನಾಥ್, ಡಿಎಸ್ಎಸ್ ಸಂಚಾಲಕ ಲಿಂಗದೇವರು ಸೇರಿದಂತೆ ಇತರೆ ಎಲ್ಲಾ ಸಮುದಾಯಗಳ ಅಧ್ಯಕ್ಷರುಗಳು, ಮುಖಂಡರುಗಳು ಹಾಜರಿದ್ದರು. xyxy=(1182,1243,1474,1409)
story1-column-5: 40 ಸಾವಿರ ರೈತ ಕುಟುಂಬಕ್ಕೆ ಅನುಕೂಲ : ಲಿಂಕ್ ಕೆನಾಲ್‌ನಲ್ಲಿ ನೀರು ಬಂದರೆ ರಂಗನಾಥ್ ಹಾಗೂ ಡಿ.ಕೆ.ಸುರೇಶ್‌ಗೆ ಅನುಕೂಲ ಆಗುವುದಿಲ್ಲ ಕುಣಿಗಲ್ ತಾಲೂಕಿನ ಸುಮಾರು 40 ಸಾವಿರ ರೈತಾಪಿ ಕುಟುಂಬಕ್ಕೆ ಅನುಕೂಲವಾಗುತ್ತದೆ ಎಂದರು. 15 ದಿನದಲ್ಲಿ ಟ್ರಯಲ್ : ಶ್ರೀರಂಗ ಏತಾ ನೀರಾವರಿ ಯೋಜನೆ ಮೂಲಕ ಹುತ್ರಿದುರ್ಗ ಹೋಬಳಿಯ ಕೆರೆಗಳಿಗೆ ನೀರು ತುಂಬಿಸುವ ಕಾಮಗಾರಿ ಮುಗಿಯುವ ಹಂತದಲ್ಲಿ ಇದ್ದು 15 ದಿನದಲ್ಲಿ ನೀರು ಹರಿಸುವ ಪ್ರಯೋಗ ನಡೆಯಲಿದೆ, ಬಳಿಕ ಆ ಹೋಬಳಿಯ ಎಲ್ಲಾ ಕೆರೆಗಳನ್ನು ತುಂಬಿಸುವಂತ ಕೆಲಸ ಮಾಡುತ್ತೇವೆ ಎಂದು ಭರವಸೆ ನೀಡಿದರು. ಹೃದಯವಂತರನ್ನು ಕೇಳಿ : ಕೊತ್ತಗೆರೆ ಹೋಬಳಿಯ ಕೆರೆ ತುಂಬಿಸಲು ಏತಾ ನೀರಾವರಿ ಕಾಮಗಾರಿಗೆ ಮಂಜೂರು ಮಾಡಿಸುವಂತೆ ರೈತ ಒಬ್ಬರನ್ನು ಡಿ.ಕೆ.ಸುರೇಶ್ ಅವರನ್ನು ಕೇಳಿದರು, ಇದಕ್ಕೆ ಪ್ರತಿಕ್ರಿಯಿಸಿದ ಮಾಜಿ ಸಂಸದರು ಯೋಜನೆ ಮಂಜೂರು ಮಾಡಿಸುವಂತೆ ಹೃದಯವಂತರನ್ನು ಕೇಳಿ ಎಂದು ಸುಮ್ಮನೆ ವಾ.ಡಿ.ಎಸ್. ಮಂಜುನಾಥ್ ಅವರ ಕಡೆ ಹೇಳಿ ಟಾಂಗ್ ನೀಡಿದರು. ಕಾರ್ಯಕ್ರಮದಲ್ಲಿ ಶಾಸಕ ಡಾ.ಹೆಚ್.ಡಿ.ರಂಗನಾಥ್, ಪುರಸಭಾ ಅಧ್ಯಕ್ಷ ಎಸ್.ಮಂಜುಳಾನಾರಾಯಣ, ಉಪಾಧ್ಯಕ್ಷ ಶ್ರೀನಿವಾಸ್, ಸ್ಥಾಯಿ ಸಮಿತಿ ಅಧ್ಯಕ್ಷ ಅಣ್ಣಾ, ಸದಸ್ಯರಾದ ರಂಗಸ್ವಾಮಿ, ಬಿ.ಎನ್.ಅರುಣ್‌ಕುಮಾರ್ ಮತ್ತಿತರರು ಇದ್ದರು. xyxy=(1200,212,1477,567)
story5-column-a: ವೈದ್ಯಕೀಯ ಕ್ಷೇತ್ರದಲ್ಲಿ ಸಾಕಷ್ಟು ಸಂಶೋಧನೆಗಳು, ಪ್ರಯೋಗಗಳು ಆಗುತ್ತಿವೆ ಹಾಗಾಗಿ ಎಲ್ಲಾ ವೈದ್ಯಕೀಯ ವಿದ್ಯಾರ್ಥಿಗಳು ಸಂಶೋಧನೆಯನ್ನು ಪ್ರಯೋಗಗಳನ್ನು ಮಾಡಬೇಕು ಇಂತಹ ಸಮ್ಮೇಳನಗಳು ಸಾಕಷ್ಟು ಜ್ಞಾನವನ್ನು ನೀಡುತ್ತವೆ. ಸಮ್ಮೇಳನದಲ್ಲಿ ವಿವಿಧ ದೇಶಗಳಿಂದ ಆಗಮಿಸಿದ ತಜ್ಞ ವೈದ್ಯರು ವಿದ್ಯಾರ್ಥಿಗಳಿಗೆ ಮಾರ್ಗದರ್ಶನ ನೀಡಲಿದ್ದಾರೆ. ಇದರಿಂದ ನಮ್ಮ ಜ್ಞಾನಮಟ್ಟ ಸುಧಾರಿಸುತ್ತದೆ ಎಂದ ವಿದ್ಯಾರ್ಥಿಗಳಿಗೆ ಕಿವಿ ಮಾತು ಹೇಳಿದರು. ಮುಖ್ಯ ಅತಿಥಿಯಾಗಿ ಆಗಮಿಸಿದ್ದ ಡಾ. ಶಿವಲಿಂಗಯ್ಯ ಮಾತನಾಡಿ ಗ್ರಾಮೀಣ ಭಾಗದ ಜನರಿಗೆ ಶ್ರೀ ಸಿದ್ಧಾರ್ಥ ವೈದ್ಯಕೀಯ ಆಸ್ಪತ್ರೆ ಉತ್ತಮವಾದ ಆರೋಗ್ಯ ಸೇವೆಯನ್ನು ನೀಡುತ್ತಿದೆ. ಇಂದು ಆರೋಗ್ಯ ಸೇವಾವಲಯದಲ್ಲಿ ಸಾಕಷ್ಟು ಬದಲಾವಣೆಗಳು ಅನೇಕ ಸಂಶೋಧನೆಗಳು ಆವಿಷ್ಕಾರಗಳಾಗಿವೆ. ಇಂದಿನ ದಿನಗಳಲ್ಲಿ ಜೀವನಶೈಲಿಯ ಕಾಯಿಲೆಗಳನ್ನು ಗುಣಪಡಿಸುವುದು ಸವಾಲಾಗಿದೆ, ಕೋವಿಡ್ 19 ನಂತಹ ಸಮಯದಲ್ಲಿ ಭಾರತದ ವೈದ್ಯರ ಸೇವೆ ಶ್ಲಾಘನೀಯ. xyxy=(879,1914,1172,2175)
